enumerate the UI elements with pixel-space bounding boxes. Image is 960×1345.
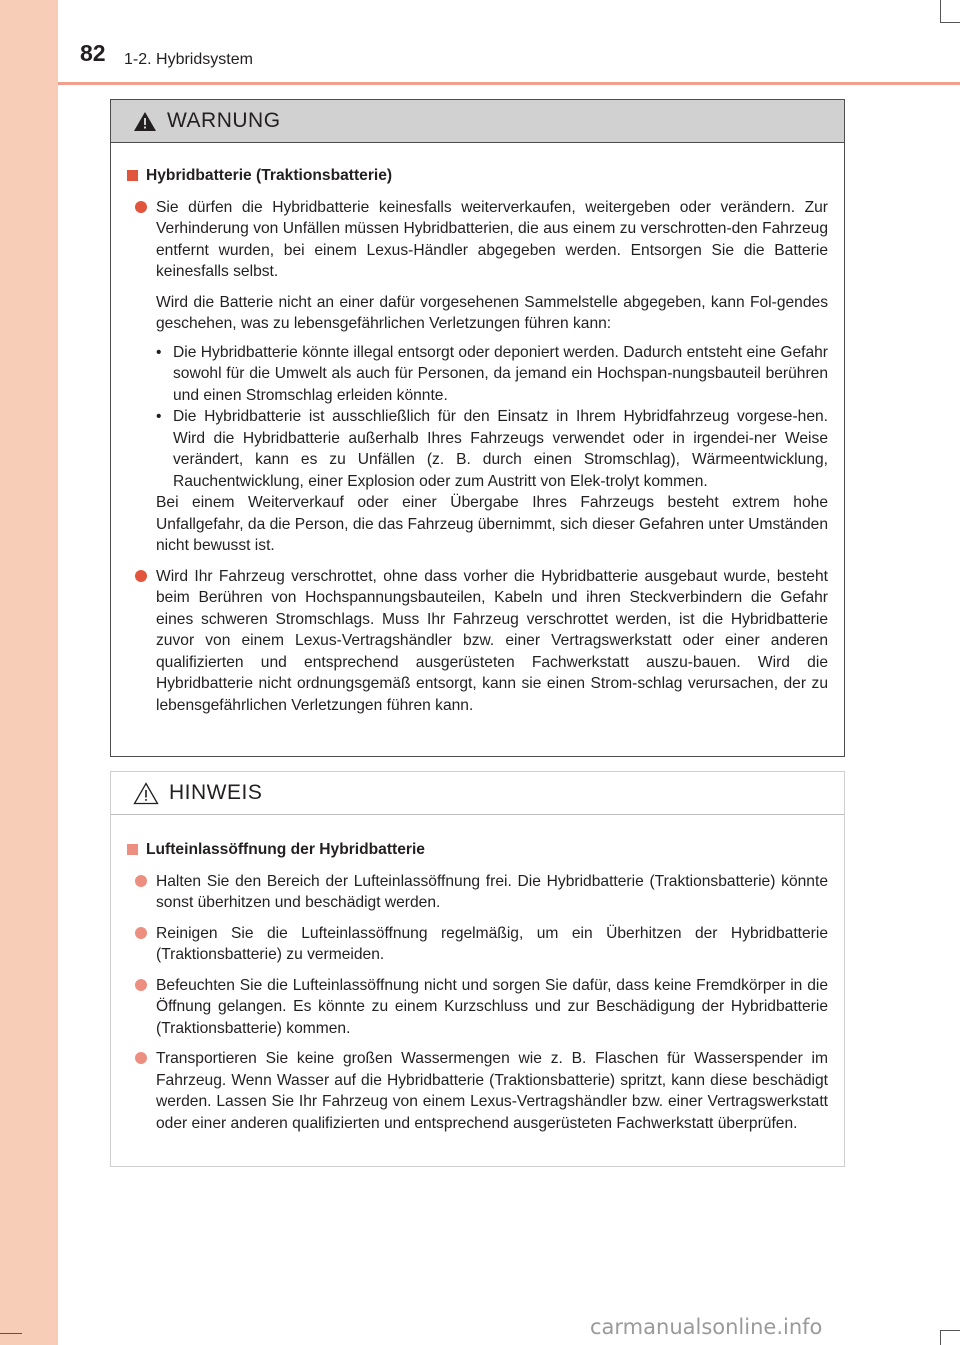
paragraph: Wird die Batterie nicht an einer dafür vorgesehenen Sammelstelle abgegeben, kann Fol-gendes geschehen, was zu lebensgefährlichen Verletzungen führen kann:	[156, 293, 828, 332]
header-divider	[58, 82, 960, 85]
warning-title: WARNUNG	[167, 109, 281, 132]
warning-header	[111, 100, 844, 143]
crop-mark	[0, 1333, 22, 1334]
round-bullet-icon	[135, 875, 147, 887]
page-number: 82	[80, 40, 106, 66]
list-item: Transportieren Sie keine großen Wassermengen wie z. B. Flaschen für Wasserspender im Fahrzeug. Wenn Wasser auf die Hybridbatterie (Traktionsbatterie) spritzt, kann diese beschädigt werden. Lassen Sie Ihr Fahrzeug von einem Lexus-Vertragshändler bzw. einer Vertragswerkstatt oder einer anderen qualifizierten und entsprechend ausgerüsteten Fachwerkstatt überprüfen.	[127, 1048, 828, 1134]
dot-bullet-icon: •	[156, 408, 162, 425]
crop-mark	[940, 1330, 941, 1345]
paragraph: Bei einem Weiterverkauf oder einer Übergabe Ihres Fahrzeugs besteht extrem hohe Unfallgefahr, da die Person, die das Fahrzeug übernimmt, sich dieser Gefahren unter Umständen nicht bewusst ist.	[156, 494, 828, 554]
notice-heading: Lufteinlassöffnung der Hybridbatterie	[127, 839, 828, 861]
crop-mark	[940, 1330, 960, 1331]
round-bullet-icon	[135, 1052, 147, 1064]
notice-title: HINWEIS	[169, 781, 263, 804]
square-bullet-icon	[127, 844, 138, 855]
list-item: Befeuchten Sie die Lufteinlassöffnung nicht und sorgen Sie dafür, dass keine Fremdkörper in die Öffnung gelangen. Es könnte zu einem Kurzschluss und zur Beschädigung der Hybridbatterie (Traktionsbatterie) kommen.	[127, 975, 828, 1040]
chapter-sidebar	[0, 0, 58, 1345]
list-item: Reinigen Sie die Lufteinlassöffnung regelmäßig, um ein Überhitzen der Hybridbatterie (Traktionsbatterie) zu vermeiden.	[127, 923, 828, 966]
crop-mark	[940, 22, 960, 23]
crop-mark	[940, 0, 941, 22]
section-title: 1-2. Hybridsystem	[124, 51, 253, 68]
list-item: Sie dürfen die Hybridbatterie keinesfalls weiterverkaufen, weitergeben oder verändern. Zur Verhinderung von Unfällen müssen Hybridbatterien, die aus einem zu verschrotten-den Fahrzeug entfernt wurden, bei einem Lexus-Händler abgegeben werden. Entsorgen Sie die Batterie keinesfalls selbst.	[127, 197, 828, 283]
caution-triangle-icon	[133, 782, 159, 805]
sub-list-item: • Die Hybridbatterie ist ausschließlich für den Einsatz in Ihrem Hybridfahrzeug vorgese-hen. Wird die Hybridbatterie außerhalb Ihres Fahrzeugs verwendet oder in irgendei-ner Weise verändert, kann es zu Unfällen (z. B. durch einen Stromschlag), Wärmeentwicklung, Rauchentwicklung, einer Explosion oder zum Austritt von Elek-trolyt kommen.	[156, 408, 828, 490]
round-bullet-icon	[135, 570, 147, 582]
round-bullet-icon	[135, 927, 147, 939]
dot-bullet-icon: •	[156, 343, 162, 361]
warning-box	[110, 99, 845, 757]
list-item: Halten Sie den Bereich der Lufteinlassöffnung frei. Die Hybridbatterie (Traktionsbatterie) könnte sonst überhitzen und beschädigt werden.	[127, 871, 828, 914]
sub-list	[127, 342, 828, 493]
notice-header	[111, 772, 844, 815]
warning-heading: Hybridbatterie (Traktionsbatterie)	[127, 165, 828, 187]
round-bullet-icon	[135, 979, 147, 991]
warning-triangle-icon	[133, 111, 157, 132]
notice-box	[110, 771, 845, 1167]
watermark: carmanualsonline.info	[590, 1315, 823, 1339]
sub-list-item: • Die Hybridbatterie könnte illegal entsorgt oder deponiert werden. Dadurch entsteht eine Gefahr sowohl für die Umwelt als auch für Personen, da jemand ein Hochspan-nungsbauteil berühren und einen Stromschlag erleiden könnte.	[156, 343, 828, 404]
round-bullet-icon	[135, 201, 147, 213]
list-item: Wird Ihr Fahrzeug verschrottet, ohne dass vorher die Hybridbatterie ausgebaut wurde, besteht beim Berühren von Hochspannungsbauteilen, Kabeln und ihren Steckverbindern die Gefahr eines schweren Stromschlags. Muss Ihr Fahrzeug verschrottet werden, ist die Hybridbatterie zuvor von einem Lexus-Vertragshändler bzw. einer Vertragswerkstatt oder einer anderen qualifizierten und entsprechend ausgerüsteten Fachwerkstatt auszu-bauen. Wird die Hybridbatterie nicht ordnungsgemäß entsorgt, kann sie einen Strom-schlag verursachen, der zu lebensgefährlichen Verletzungen führen kann.	[127, 566, 828, 717]
square-bullet-icon	[127, 170, 138, 181]
